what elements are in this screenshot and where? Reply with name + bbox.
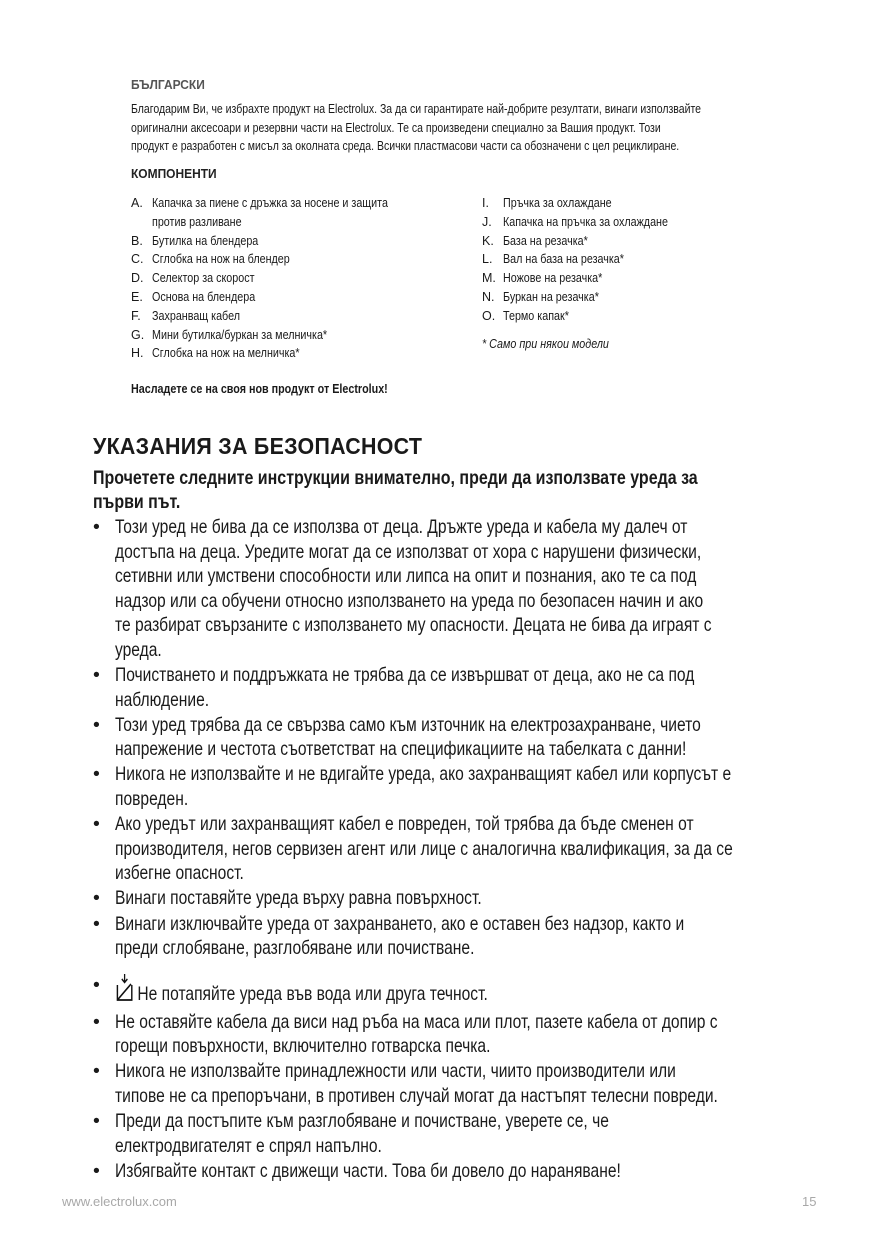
text-line: Прочетете следните инструкции внимателно, преди да използвате уреда за bbox=[93, 467, 698, 489]
safety-item-line: Преди да постъпите към разглобяване и почистване, уверете се, че bbox=[115, 1110, 609, 1133]
safety-item-line: електродвигателят е спрял напълно. bbox=[115, 1134, 382, 1157]
safety-instructions-list bbox=[93, 515, 833, 1184]
component-item bbox=[482, 232, 802, 251]
component-letter: A. bbox=[131, 196, 143, 210]
safety-item-line: производителя, негов сервизен агент или лице с аналогична квалификация, за да се bbox=[115, 837, 733, 860]
safety-item-line bbox=[115, 973, 689, 1010]
component-label: Термо капак* bbox=[503, 308, 569, 323]
component-label: Капачка на пръчка за охлаждане bbox=[503, 214, 668, 229]
component-label: Захранващ кабел bbox=[152, 308, 241, 323]
safety-item-line: Винаги изключвайте уреда от захранването, ако е оставен без надзор, както и bbox=[115, 912, 685, 935]
text-line: Благодарим Ви, че избрахте продукт на Electrolux. За да си гарантирате най-добрите резултати, винаги използвайте bbox=[131, 102, 702, 116]
component-label: Основа на блендера bbox=[152, 289, 256, 304]
safety-item-line: преди сглобяване, разглобяване или почистване. bbox=[115, 937, 475, 960]
safety-item-line: Ако уредът или захранващият кабел е повреден, той трябва да бъде сменен от bbox=[115, 813, 694, 836]
safety-heading: УКАЗАНИЯ ЗА БЕЗОПАСНОСТ bbox=[93, 433, 423, 459]
bullet-icon: • bbox=[93, 1159, 100, 1182]
safety-item-line: горещи повърхности, включително готварска печка. bbox=[115, 1035, 491, 1058]
safety-item-line: Никога не използвайте принадлежности или части, чиито производители или bbox=[115, 1060, 676, 1083]
bullet-icon: • bbox=[93, 516, 100, 538]
component-item bbox=[482, 269, 802, 288]
safety-item-line: Избягвайте контакт с движещи части. Това би довело до нараняване! bbox=[115, 1159, 621, 1182]
safety-item-line: наблюдение. bbox=[115, 688, 210, 711]
component-item bbox=[482, 307, 802, 326]
text-line: първи път. bbox=[93, 490, 181, 513]
component-letter: C. bbox=[131, 252, 144, 267]
component-label: Буркан на резачка* bbox=[503, 289, 599, 304]
safety-item bbox=[93, 762, 833, 811]
bullet-icon: • bbox=[93, 664, 100, 687]
safety-item bbox=[93, 1109, 833, 1158]
bullet-icon: • bbox=[93, 1060, 100, 1083]
safety-item-line: Този уред не бива да се използва от деца. Дръжте уреда и кабела му далеч от bbox=[115, 516, 688, 538]
component-item bbox=[131, 232, 471, 251]
components-list-right bbox=[482, 194, 802, 326]
text-line: оригинални аксесоари и резервни части на Electrolux. Те са произведени специално за Вашия продукт. Този bbox=[131, 120, 661, 135]
safety-subheading bbox=[93, 467, 830, 514]
component-item bbox=[482, 194, 802, 213]
component-letter: I. bbox=[482, 196, 489, 210]
safety-item-line: те разбират свързаните с използването му опасности. Децата не бива да играят с bbox=[115, 614, 712, 637]
safety-item bbox=[93, 886, 833, 911]
component-letter: D. bbox=[131, 271, 144, 286]
component-item bbox=[131, 269, 471, 288]
safety-item-line: достъпа на деца. Уредите могат да се използват от хора с нарушени физически, bbox=[115, 540, 702, 563]
bullet-icon: • bbox=[93, 887, 100, 910]
component-letter: J. bbox=[482, 214, 492, 229]
component-item bbox=[131, 307, 471, 326]
component-label: База на резачка* bbox=[503, 233, 588, 248]
safety-item bbox=[93, 973, 833, 1010]
components-note: * Само при някои модели bbox=[482, 337, 609, 351]
component-label: Сглобка на нож на мелничка* bbox=[152, 346, 300, 361]
safety-item bbox=[93, 1159, 833, 1184]
component-item bbox=[131, 250, 471, 269]
safety-item-line: Почистването и поддръжката не трябва да се извършват от деца, ако не са под bbox=[115, 664, 695, 687]
component-letter: E. bbox=[131, 289, 143, 304]
do-not-immerse-icon bbox=[115, 973, 134, 1010]
component-letter: B. bbox=[131, 233, 143, 248]
component-label: Мини бутилка/буркан за мелничка* bbox=[152, 327, 328, 342]
component-item bbox=[131, 344, 471, 363]
bullet-icon: • bbox=[93, 973, 100, 996]
component-label: против разливане bbox=[152, 214, 242, 229]
safety-item bbox=[93, 1010, 833, 1059]
safety-item-line: надзор или са обучени относно използването на уреда по безопасен начин и ако bbox=[115, 589, 704, 612]
safety-item bbox=[93, 663, 833, 712]
safety-item-line: повреден. bbox=[115, 788, 189, 811]
page-number: 15 bbox=[802, 1194, 817, 1209]
bullet-icon: • bbox=[93, 763, 100, 786]
component-item bbox=[482, 213, 802, 232]
component-letter: O. bbox=[482, 308, 496, 323]
footer-website: www.electrolux.com bbox=[62, 1194, 177, 1209]
component-label: Ножове на резачка* bbox=[503, 271, 603, 286]
safety-item bbox=[93, 912, 833, 961]
component-label: Пръчка за охлаждане bbox=[503, 196, 612, 210]
language-heading: БЪЛГАРСКИ bbox=[131, 77, 205, 92]
bullet-icon: • bbox=[93, 1110, 100, 1133]
bullet-icon: • bbox=[93, 713, 100, 736]
component-item bbox=[131, 194, 471, 232]
bullet-icon: • bbox=[93, 1010, 100, 1033]
components-heading: КОМПОНЕНТИ bbox=[131, 166, 217, 181]
component-letter: M. bbox=[482, 271, 496, 286]
safety-item-line: Този уред трябва да се свързва само към източник на електрозахранване, чието bbox=[115, 713, 701, 736]
safety-item bbox=[93, 713, 833, 762]
component-label: Капачка за пиене с дръжка за носене и защита bbox=[152, 196, 388, 210]
component-label: Бутилка на блендера bbox=[152, 233, 259, 248]
component-label: Селектор за скорост bbox=[152, 271, 255, 286]
text-line: продукт е разработен с мисъл за околната среда. Всички пластмасови части са обозначени с цел рециклиране. bbox=[131, 139, 680, 153]
safety-item bbox=[93, 1059, 833, 1108]
component-letter: G. bbox=[131, 327, 145, 342]
component-letter: L. bbox=[482, 252, 493, 267]
safety-item-line: типове не са препоръчани, в противен случай могат да настъпят телесни повреди. bbox=[115, 1085, 718, 1108]
safety-item-text: Не потапяйте уреда във вода или друга течност. bbox=[137, 982, 488, 1005]
component-letter: H. bbox=[131, 346, 144, 361]
component-item bbox=[482, 250, 802, 269]
component-label: Сглобка на нож на блендер bbox=[152, 252, 290, 267]
safety-item-line: уреда. bbox=[115, 638, 162, 661]
intro-paragraph bbox=[131, 100, 810, 156]
bullet-icon: • bbox=[93, 912, 100, 935]
safety-item-line: избегне опасност. bbox=[115, 862, 244, 885]
components-list-left bbox=[131, 194, 471, 363]
component-item bbox=[482, 288, 802, 307]
component-letter: K. bbox=[482, 233, 494, 248]
safety-item-line: Винаги поставяйте уреда върху равна повърхност. bbox=[115, 887, 482, 910]
component-label: Вал на база на резачка* bbox=[503, 252, 624, 267]
component-item bbox=[131, 288, 471, 307]
safety-item-line: напрежение и честота съответстват на спецификациите на табелката с данни! bbox=[115, 738, 687, 761]
component-item bbox=[131, 326, 471, 345]
component-letter: N. bbox=[482, 289, 495, 304]
safety-item-line: Никога не използвайте и не вдигайте уреда, ако захранващият кабел или корпусът е bbox=[115, 763, 732, 786]
safety-item-line: сетивни или умствени способности или липса на опит и познания, ако те са под bbox=[115, 565, 697, 588]
bullet-icon: • bbox=[93, 813, 100, 836]
safety-item-line: Не оставяйте кабела да виси над ръба на маса или плот, пазете кабела от допир с bbox=[115, 1010, 718, 1033]
safety-item bbox=[93, 812, 833, 886]
safety-item bbox=[93, 515, 833, 663]
component-letter: F. bbox=[131, 308, 141, 323]
enjoy-text: Насладете се на своя нов продукт от Electrolux! bbox=[131, 382, 388, 396]
